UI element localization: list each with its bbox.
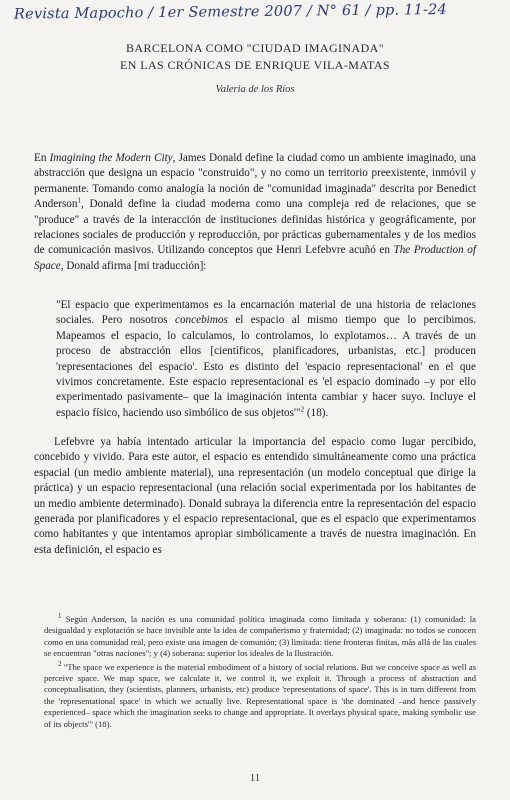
page-number: 11 bbox=[249, 772, 261, 784]
paragraph-1-text-3: , Donald afirma [mi traducción]: bbox=[60, 259, 207, 272]
handwritten-annotation: Revista Mapocho / 1er Semestre 2007 / N° 61 / pp. 11-24 bbox=[13, 2, 447, 23]
footnote-1-mark: 1 bbox=[58, 612, 62, 621]
footnote-1 bbox=[44, 614, 476, 660]
paragraph-1-lead: En bbox=[34, 152, 50, 164]
quote-text-2: el espacio al mismo tiempo que lo percibimos. Mapeamos el espacio, lo calculamos, lo controlamos, lo explotamos… A través de un proceso de abstracción ellos [científicos, planificadores, urbanistas, etc.] producen 'representaciones del espacio'. Esto es distinto del 'espacio representacional' en el que vivimos concretamente. Este espacio representacional es 'el espacio dominado –y por ello experimentado pasivamente– que la imaginación intenta cambiar y hacer suyo. Incluye el espacio físico, haciendo uso simbólico de sus objetos'" bbox=[56, 314, 476, 419]
block-quote bbox=[56, 298, 476, 421]
footnotes bbox=[44, 614, 476, 732]
book-title-imagining: Imagining the Modern City bbox=[49, 152, 173, 164]
footnote-ref-2: 2 bbox=[300, 405, 305, 414]
quote-citation: (18). bbox=[304, 406, 329, 419]
footnote-2-mark: 2 bbox=[58, 659, 62, 668]
book-title-production: The Production of Space bbox=[34, 244, 476, 272]
footnote-2-text: "The space we experience is the material embodiment of a history of social relations. But we conceive space as well as perceive space. We map space, we calculate it, we control it, we exploit it. Through a process of abstraction and conceptualisation, they (scientists, planners, urbanists, etc) produce 'representations of space'. This is in turn different from the 'representational space' in which we actually live. Representational space is 'the dominated –and hence passively experienced– space which the imagination seeks to change and appropriate. It overlays physical space, making symbolic use of its objects'" (18). bbox=[44, 661, 476, 729]
quote-emphasis: concebimos bbox=[174, 314, 228, 327]
footnote-1-text: Según Anderson, la nación es una comunidad política imaginada como limitada y soberana: (1) comunidad: la desigualdad y explotación se hace invisible ante la idea de compañerismo y fraternidad; (2) imaginada: no todos se conocen como en una comunidad real, pero existe una imagen de comunión; (3) limitada: tiene fronteras finitas, más allá de las cuales se encuentran "otras naciones"; y (4) soberana: superior los ideales de la Ilustración. bbox=[44, 614, 476, 659]
footnote-2 bbox=[44, 659, 476, 730]
paragraph-1-text-2: , Donald define la ciudad moderna como una compleja red de relaciones, que se "produce" a través de la interacción de instituciones definidas histórica y geográficamente, por relaciones sociales de producción y reproducción, por prácticas gubernamentales y de los medios de comunicación masivos. Utilizando conceptos que Henri Lefebvre acuñó en bbox=[34, 198, 476, 257]
quote-text-1: "El espacio que experimentamos es la encarnación material de una historia de relaciones sociales. Pero nosotros bbox=[56, 299, 476, 327]
article-author: Valeria de los Ríos bbox=[215, 84, 295, 95]
paragraph-1-text-1: , James Donald define la ciudad como un ambiente imaginado, una abstracción que designa un espacio "construido", y no como un territorio preexistente, inmóvil y permanente. Tomando como analogía la noción de "comunidad imaginada" descrita por Benedict Anderson bbox=[34, 152, 476, 211]
paragraph-2: Lefebvre ya había intentado articular la importancia del espacio como lugar percibido, concebido y vivido. Para este autor, el espacio es entendido simultáneamente como una práctica espacial (un medio ambiente material), una representación (un modelo conceptual que dirige la práctica) y un espacio representacional (una relación social experimentada por los habitantes de un medio ambiente determinado). Donald subraya la diferencia entre la representación del espacio generada por planificadores y el espacio representacional, que es el espacio que experimentamos como habitantes y que intentamos apropiar simbólicamente a través de nuestra imaginación. En esta definición, el espacio es bbox=[34, 436, 476, 556]
article-title-line-2: EN LAS CRÓNICAS DE ENRIQUE VILA-MATAS bbox=[120, 58, 390, 72]
paragraph-1 bbox=[34, 151, 476, 274]
article-title-line-1: BARCELONA COMO "CIUDAD IMAGINADA" bbox=[126, 41, 384, 55]
footnote-ref-1: 1 bbox=[77, 196, 81, 205]
